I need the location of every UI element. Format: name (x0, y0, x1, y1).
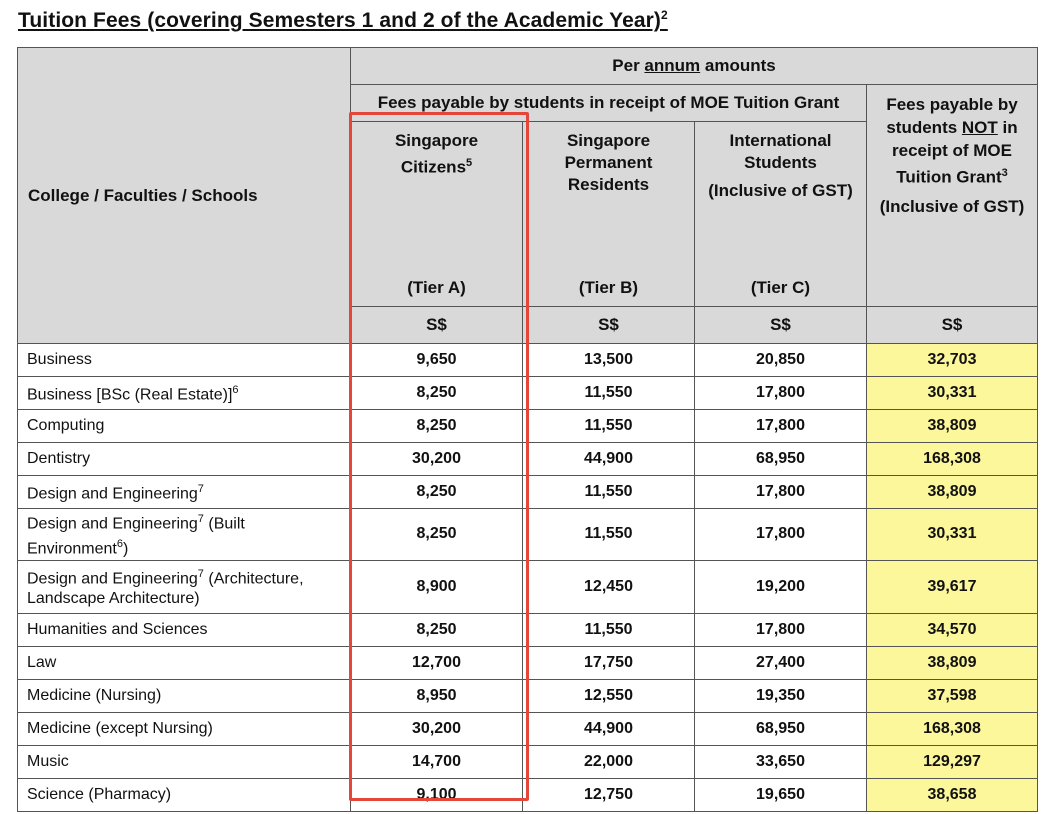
row-label-text: Landscape Architecture) (27, 590, 200, 608)
tier-b-label: (Tier B) (578, 278, 639, 297)
row-label (18, 377, 351, 410)
moe-grant-group-header: Fees payable by students in receipt of MOE Tuition Grant (351, 85, 867, 122)
row-label-text: Science (Pharmacy) (27, 785, 172, 803)
tier-a-fee: 8,250 (351, 476, 523, 509)
row-label-footnote: 6 (232, 384, 239, 397)
row-label-text: Law (27, 653, 57, 671)
tier-a-fee: 30,200 (351, 443, 523, 476)
tier-c-column-header: International Students (Inclusive of GST) (Tier C) (695, 122, 867, 307)
table-row (18, 443, 1038, 476)
tier-b-fee: 44,900 (523, 712, 695, 745)
table-row (18, 712, 1038, 745)
tier-c-fee: 19,200 (695, 560, 867, 613)
tier-b-fee: 44,900 (523, 443, 695, 476)
row-label-text: Music (27, 752, 69, 770)
non-moe-fee: 37,598 (867, 679, 1038, 712)
currency-label: S$ (351, 307, 523, 344)
tier-b-fee: 11,550 (523, 509, 695, 561)
non-moe-fee: 38,809 (867, 646, 1038, 679)
row-label-text: Design and Engineering (27, 485, 198, 503)
per-annum-header: Per annum amounts (351, 48, 1038, 85)
tier-a-fee: 9,100 (351, 778, 523, 811)
non-moe-fee: 38,809 (867, 410, 1038, 443)
non-moe-fee: 34,570 (867, 613, 1038, 646)
row-label-text: Medicine (except Nursing) (27, 719, 213, 737)
tier-b-fee: 11,550 (523, 476, 695, 509)
row-label-text: (Architecture, (203, 570, 304, 588)
row-label (18, 778, 351, 811)
tier-c-fee: 20,850 (695, 344, 867, 377)
page-title: Tuition Fees (covering Semesters 1 and 2 of the Academic Year)$^2$ (18, 8, 668, 32)
tier-a-fee: 8,250 (351, 509, 523, 561)
row-label (18, 646, 351, 679)
tier-b-fee: 11,550 (523, 613, 695, 646)
row-label-text: Business [BSc (Real Estate)] (27, 386, 233, 404)
tier-a-fee: 30,200 (351, 712, 523, 745)
tier-c-fee: 27,400 (695, 646, 867, 679)
tier-c-fee: 19,650 (695, 778, 867, 811)
college-column-header: College / Faculties / Schools (18, 48, 351, 344)
row-label (18, 679, 351, 712)
non-moe-fee: 30,331 (867, 377, 1038, 410)
tier-a-fee: 14,700 (351, 745, 523, 778)
tier-a-fee: 8,950 (351, 679, 523, 712)
tier-b-fee: 17,750 (523, 646, 695, 679)
row-label-text: Dentistry (27, 450, 91, 467)
row-label-text: Computing (27, 417, 105, 434)
tier-a-label: (Tier A) (407, 278, 466, 297)
tier-b-fee: 22,000 (523, 745, 695, 778)
currency-label: S$ (695, 307, 867, 344)
row-label-footnote: 7 (197, 567, 204, 580)
table-row (18, 778, 1038, 811)
table-row (18, 646, 1038, 679)
tier-b-fee: 11,550 (523, 410, 695, 443)
tier-c-fee: 17,800 (695, 509, 867, 561)
row-label (18, 560, 351, 613)
tier-c-fee: 68,950 (695, 443, 867, 476)
row-label-text: Humanities and Sciences (27, 620, 208, 638)
row-label-footnote: 7 (197, 483, 204, 496)
row-label-text: ) (122, 540, 129, 558)
tier-c-fee: 17,800 (695, 377, 867, 410)
tier-c-fee: 17,800 (695, 476, 867, 509)
row-label (18, 712, 351, 745)
table-row (18, 560, 1038, 613)
non-moe-fee: 129,297 (867, 745, 1038, 778)
row-label-text: Medicine (Nursing) (27, 686, 162, 704)
row-label-footnote: 7 (197, 513, 204, 525)
tuition-fees-table (17, 47, 1038, 812)
table-row (18, 679, 1038, 712)
currency-label: S$ (867, 307, 1038, 344)
table-row (18, 377, 1038, 410)
tier-b-fee: 13,500 (523, 344, 695, 377)
tier-b-fee: 11,550 (523, 377, 695, 410)
row-label (18, 509, 351, 561)
table-row (18, 613, 1038, 646)
table-row (18, 344, 1038, 377)
row-label (18, 410, 351, 443)
header-row-per-annum (18, 48, 1038, 85)
tier-a-fee: 8,250 (351, 613, 523, 646)
tier-c-label: (Tier C) (750, 278, 811, 297)
currency-label: S$ (523, 307, 695, 344)
tier-b-fee: 12,750 (523, 778, 695, 811)
table-row (18, 410, 1038, 443)
row-label-text: Business (27, 351, 92, 368)
row-label (18, 745, 351, 778)
tier-a-fee: 12,700 (351, 646, 523, 679)
row-label-text: Design and Engineering (27, 570, 198, 588)
row-label-text: (Built Environment (27, 515, 245, 558)
tier-c-fee: 17,800 (695, 613, 867, 646)
table-row (18, 476, 1038, 509)
tier-a-column-header: Singapore Citizens$^5$ (Tier A) (351, 122, 523, 307)
tier-a-fee: 8,250 (351, 410, 523, 443)
non-moe-fee: 168,308 (867, 712, 1038, 745)
non-moe-fee: 30,331 (867, 509, 1038, 561)
tier-a-fee: 8,900 (351, 560, 523, 613)
non-moe-fee: 168,308 (867, 443, 1038, 476)
row-label (18, 344, 351, 377)
row-label-footnote: 6 (116, 538, 123, 551)
tier-a-fee: 8,250 (351, 377, 523, 410)
row-label (18, 476, 351, 509)
not-moe-column-header: Fees payable by students NOT in receipt of MOE Tuition Grant$^3$ (Inclusive of GST) (867, 85, 1038, 307)
table-row (18, 745, 1038, 778)
row-label (18, 443, 351, 476)
tier-c-fee: 33,650 (695, 745, 867, 778)
tier-b-fee: 12,550 (523, 679, 695, 712)
title-footnote: 2 (661, 8, 668, 22)
non-moe-fee: 38,809 (867, 476, 1038, 509)
tier-b-fee: 12,450 (523, 560, 695, 613)
tier-b-column-header: Singapore Permanent Residents (Tier B) (523, 122, 695, 307)
row-label (18, 613, 351, 646)
tier-c-fee: 19,350 (695, 679, 867, 712)
row-label-text: Design and Engineering (27, 515, 198, 533)
tier-c-fee: 68,950 (695, 712, 867, 745)
non-moe-fee: 32,703 (867, 344, 1038, 377)
non-moe-fee: 39,617 (867, 560, 1038, 613)
tier-c-fee: 17,800 (695, 410, 867, 443)
tier-a-fee: 9,650 (351, 344, 523, 377)
table-body (18, 48, 1038, 812)
non-moe-fee: 38,658 (867, 778, 1038, 811)
table-row (18, 509, 1038, 561)
